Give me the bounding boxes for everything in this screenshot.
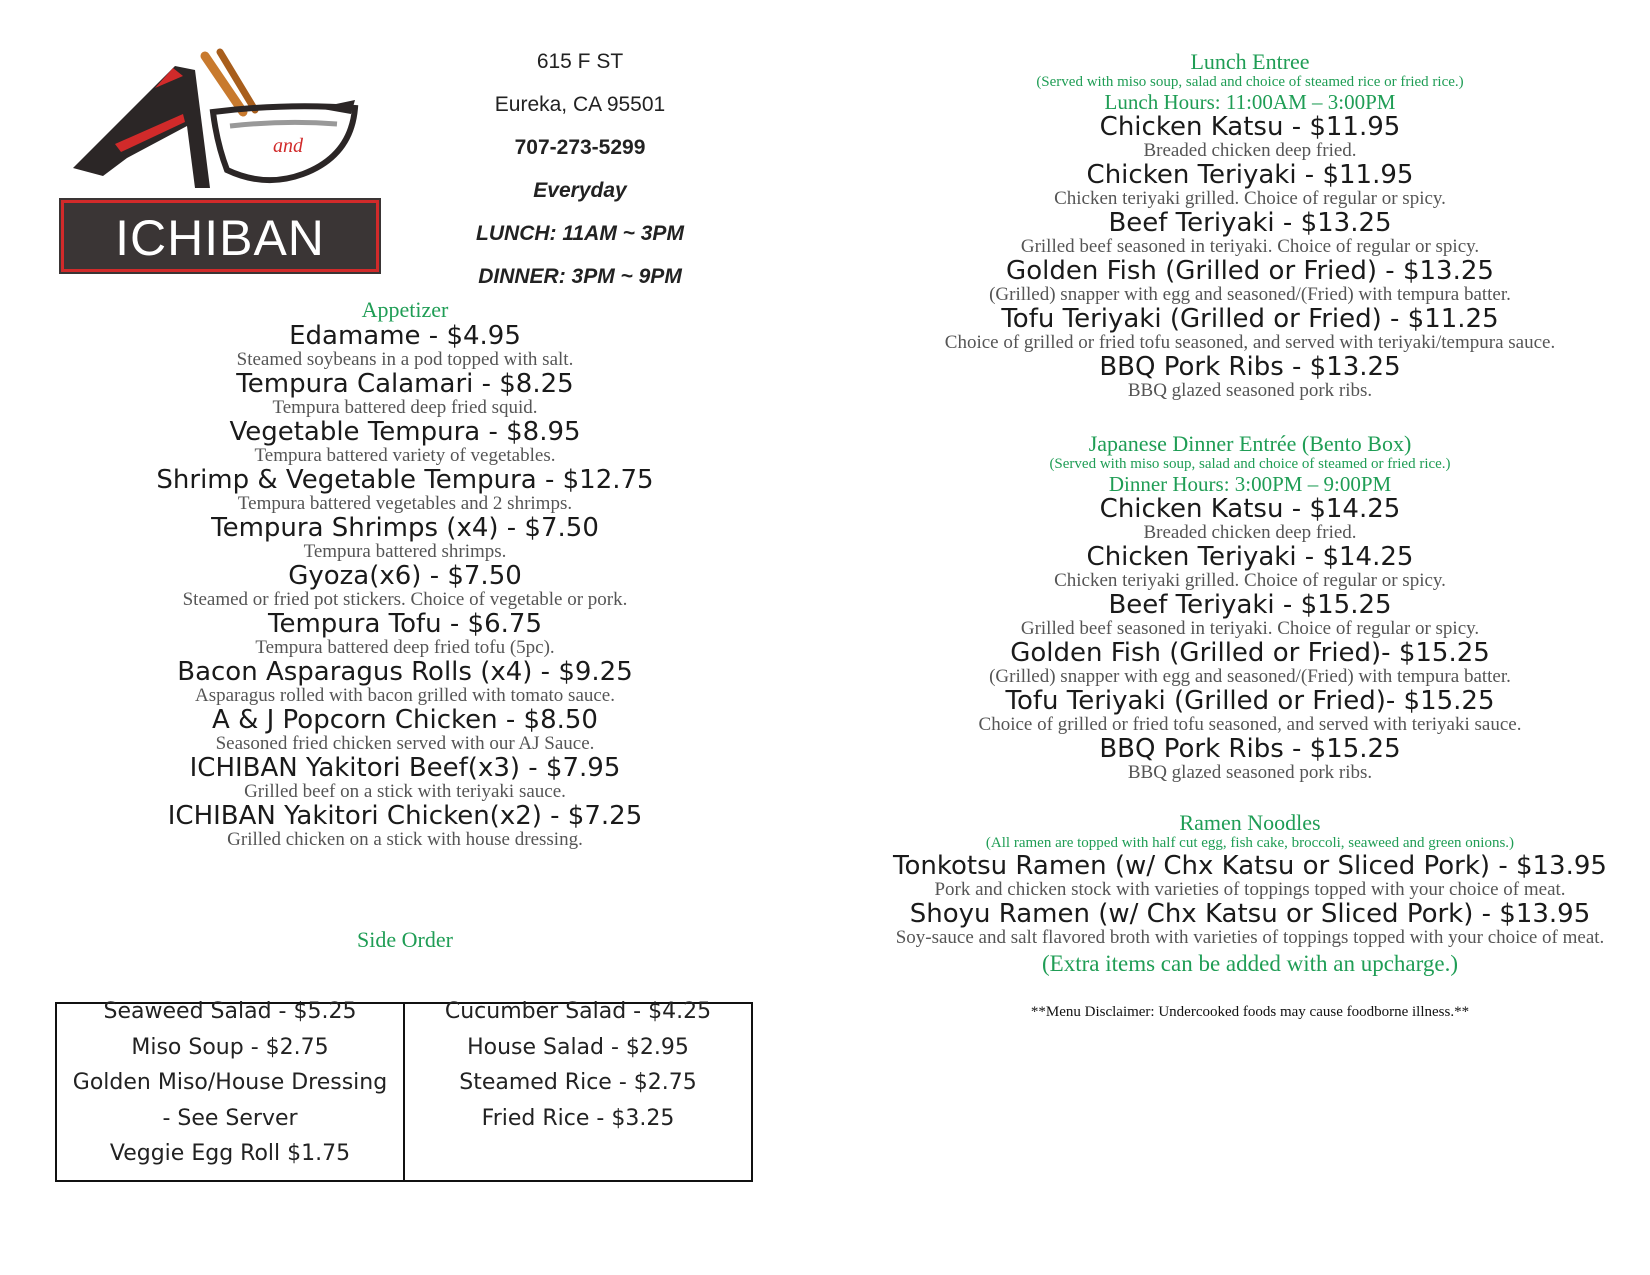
menu-item-description: Chicken teriyaki grilled. Choice of regular or spicy. [1054,570,1446,591]
dinner-entree-hours: Dinner Hours: 3:00PM – 9:00PM [1108,472,1392,496]
menu-item-name: Chicken Katsu - $14.25 [1099,494,1401,524]
menu-item-name: Tonkotsu Ramen (w/ Chx Katsu or Sliced Pork) - $13.95 [893,851,1607,881]
menu-item [860,495,1640,543]
menu-item-description: Tempura battered shrimps. [303,541,507,562]
dinner-hours: DINNER: 3PM ~ 9PM [478,265,682,288]
lunch-hours: LUNCH: 11AM ~ 3PM [476,222,684,245]
menu-item [860,161,1640,209]
menu-item-description: Tempura battered deep fried tofu (5pc). [255,637,555,658]
menu-item-description: Grilled beef on a stick with teriyaki sauce. [244,781,566,802]
logo-name-plate [61,200,379,272]
menu-item-description: Steamed soybeans in a pod topped with salt. [236,349,574,370]
menu-item [95,658,715,706]
menu-item [860,113,1640,161]
menu-item [860,209,1640,257]
menu-item-description: Grilled beef seasoned in teriyaki. Choice of regular or spicy. [1020,618,1480,639]
menu-item-description: Tempura battered variety of vegetables. [254,445,556,466]
menu-item-name: Golden Fish (Grilled or Fried)- $15.25 [1010,638,1490,668]
menu-item-name: BBQ Pork Ribs - $13.25 [1099,352,1401,382]
menu-item [860,687,1640,735]
menu-item-description: Pork and chicken stock with varieties of toppings topped with your choice of meat. [934,879,1566,900]
menu-item [95,706,715,754]
dinner-entree-list [860,495,1640,783]
contact-info [420,40,740,298]
lunch-entree-section [860,50,1640,401]
menu-item-name: Tofu Teriyaki (Grilled or Fried) - $11.25 [1001,304,1499,334]
lunch-entree-hours: Lunch Hours: 11:00AM – 3:00PM [1104,90,1396,114]
menu-item-description: Tempura battered deep fried squid. [272,397,538,418]
side-order-column-left [57,999,403,1180]
lunch-entree-note: (Served with miso soup, salad and choice of steamed rice or fried rice.) [1036,74,1464,90]
svg-text:and: and [273,135,303,157]
menu-disclaimer: **Menu Disclaimer: Undercooked foods may cause foodborne illness.** [1030,1004,1470,1020]
appetizer-section [95,298,715,850]
menu-item-name: Gyoza(x6) - $7.50 [288,561,522,591]
side-order-item: - See Server [162,1105,298,1131]
extra-items-note: (Extra items can be added with an upcharge.) [1042,951,1458,976]
menu-item-description: Asparagus rolled with bacon grilled with tomato sauce. [194,685,615,706]
menu-item-description: Choice of grilled or fried tofu seasoned, and served with teriyaki sauce. [978,714,1522,735]
menu-item-description: BBQ glazed seasoned pork ribs. [1127,762,1373,783]
menu-item-description: (Grilled) snapper with egg and seasoned/(Fried) with tempura batter. [989,284,1511,305]
side-order-item: Veggie Egg Roll $1.75 [109,1141,351,1166]
menu-item [95,418,715,466]
menu-item-description: Steamed or fried pot stickers. Choice of vegetable or pork. [182,589,628,610]
side-order-item: Golden Miso/House Dressing [72,1070,388,1095]
menu-item-description: Soy-sauce and salt flavored broth with varieties of toppings topped with your choice of meat. [895,927,1605,948]
ramen-title: Ramen Noodles [1179,810,1321,835]
side-order-item: Fried Rice - $3.25 [481,1105,675,1131]
menu-item-name: Vegetable Tempura - $8.95 [229,417,581,447]
menu-item-description: Tempura battered vegetables and 2 shrimps. [237,493,573,514]
logo-mark-graphic [55,48,395,208]
menu-item-name: Tofu Teriyaki (Grilled or Fried)- $15.25 [1005,686,1495,716]
menu-item [860,305,1640,353]
ramen-list [860,852,1640,948]
menu-item-name: Chicken Teriyaki - $11.95 [1086,160,1414,190]
side-order-item: Cucumber Salad - $4.25 [444,999,712,1024]
menu-item [95,322,715,370]
menu-item [95,610,715,658]
menu-item-description: Chicken teriyaki grilled. Choice of regular or spicy. [1054,188,1446,209]
side-order-title: Side Order [357,927,453,952]
menu-item-description: Breaded chicken deep fried. [1143,140,1357,161]
menu-item [860,852,1640,900]
dinner-entree-section [860,432,1640,783]
menu-item [95,754,715,802]
menu-item-description: Seasoned fried chicken served with our AJ Sauce. [215,733,595,754]
lunch-entree-list [860,113,1640,401]
entree-column [860,50,1640,1021]
dinner-entree-note: (Served with miso soup, salad and choice of steamed or fried rice.) [1049,456,1451,472]
menu-item [860,735,1640,783]
menu-item-name: Tempura Shrimps (x4) - $7.50 [211,513,599,543]
menu-item-name: ICHIBAN Yakitori Beef(x3) - $7.95 [189,753,621,783]
menu-item-name: A & J Popcorn Chicken - $8.50 [212,705,598,735]
menu-item [860,543,1640,591]
menu-item-description: BBQ glazed seasoned pork ribs. [1127,380,1373,401]
menu-item-description: Grilled chicken on a stick with house dressing. [227,829,583,850]
side-order-item: Steamed Rice - $2.75 [459,1070,697,1095]
appetizer-title: Appetizer [361,297,449,322]
menu-item-description: Choice of grilled or fried tofu seasoned, and served with teriyaki/tempura sauce. [944,332,1556,353]
menu-item-name: Shoyu Ramen (w/ Chx Katsu or Sliced Pork) - $13.95 [909,899,1591,929]
menu-item-name: BBQ Pork Ribs - $15.25 [1099,734,1401,764]
menu-item-name: Bacon Asparagus Rolls (x4) - $9.25 [177,657,633,687]
menu-item [860,591,1640,639]
address-street: 615 F ST [536,50,624,73]
menu-item [860,257,1640,305]
restaurant-logo [55,48,395,278]
side-order-item: House Salad - $2.95 [467,1034,689,1060]
dinner-entree-title: Japanese Dinner Entrée (Bento Box) [1088,431,1412,456]
appetizer-list [95,322,715,850]
menu-item-description: (Grilled) snapper with egg and seasoned/(Fried) with tempura batter. [989,666,1511,687]
menu-item-name: Chicken Teriyaki - $14.25 [1086,542,1414,572]
menu-item [95,514,715,562]
side-order-item: Miso Soup - $2.75 [131,1034,329,1060]
menu-item [860,639,1640,687]
menu-item [95,562,715,610]
menu-item [860,353,1640,401]
side-order-table [55,999,753,1182]
side-order-item: Seaweed Salad - $5.25 [103,999,357,1024]
menu-item-name: Golden Fish (Grilled or Fried) - $13.25 [1006,256,1494,286]
menu-item-name: ICHIBAN Yakitori Chicken(x2) - $7.25 [167,801,643,831]
menu-item-name: Beef Teriyaki - $13.25 [1108,208,1392,238]
menu-item-name: Beef Teriyaki - $15.25 [1108,590,1392,620]
menu-item-description: Grilled beef seasoned in teriyaki. Choice of regular or spicy. [1020,236,1480,257]
logo-name-text: ICHIBAN [115,210,325,266]
menu-item-name: Chicken Katsu - $11.95 [1099,112,1401,142]
phone-number[interactable]: 707-273-5299 [514,136,646,159]
menu-item-name: Edamame - $4.95 [289,321,521,351]
menu-item-description: Breaded chicken deep fried. [1143,522,1357,543]
menu-item [860,900,1640,948]
menu-item [95,466,715,514]
address-city: Eureka, CA 95501 [494,93,666,116]
lunch-entree-title: Lunch Entree [1190,49,1310,74]
menu-item-name: Tempura Tofu - $6.75 [267,609,542,639]
menu-item-name: Shrimp & Vegetable Tempura - $12.75 [156,465,654,495]
ramen-section [860,811,1640,978]
menu-item [95,802,715,850]
menu-item-name: Tempura Calamari - $8.25 [236,369,574,399]
menu-item [95,370,715,418]
open-days: Everyday [533,179,627,202]
ramen-note: (All ramen are topped with half cut egg, fish cake, broccoli, seaweed and green onions.) [985,835,1515,851]
side-order-column-right [403,999,751,1180]
